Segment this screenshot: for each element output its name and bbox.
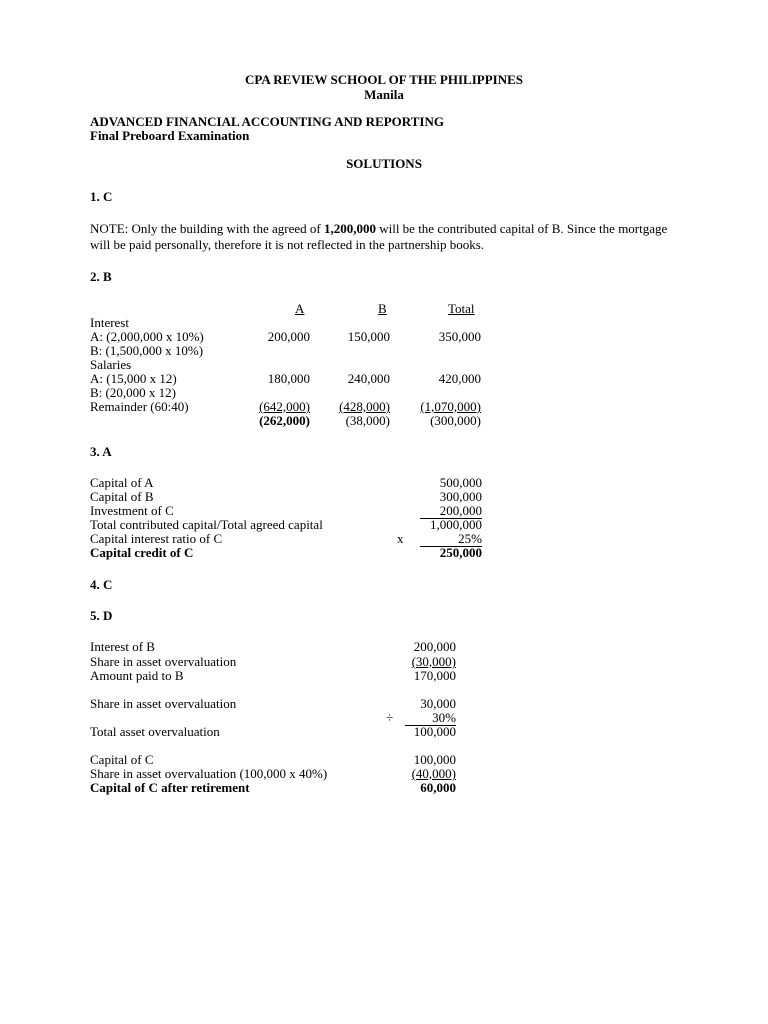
q5-row-label: Share in asset overvaluation (100,000 x 40%): [90, 766, 328, 781]
q2-interest-heading: Interest: [90, 315, 129, 330]
q5-row-value: 30%: [405, 711, 456, 726]
q2-col-b: B: [378, 301, 387, 316]
q3-row-value: 500,000: [439, 475, 482, 490]
q2-int-b-label: B: (1,500,000 x 10%): [90, 343, 204, 358]
q3-row-value: 300,000: [439, 489, 482, 504]
q5-row-label: Share in asset overvaluation: [90, 696, 237, 711]
city: Manila: [364, 87, 404, 102]
q2-sal-total: 420,000: [438, 371, 481, 386]
q2-tot-total: (300,000): [430, 413, 481, 428]
q5-answer: 5. D: [90, 608, 113, 623]
q5-row-label: Capital of C after retirement: [90, 780, 250, 795]
q5-row-label: Interest of B: [90, 639, 155, 654]
q2-tot-a: (262,000): [259, 413, 310, 428]
q3-row-value: 1,000,000: [430, 517, 482, 532]
q2-sal-a-label: A: (15,000 x 12): [90, 371, 177, 386]
q2-rem-a: (642,000): [259, 399, 310, 414]
q2-answer: 2. B: [90, 269, 112, 284]
q3-row-value: 25%: [420, 532, 482, 547]
q2-rem-total: (1,070,000): [420, 399, 481, 414]
q2-rem-b: (428,000): [339, 399, 390, 414]
q5-row-value: 30,000: [420, 696, 456, 711]
subject-title: ADVANCED FINANCIAL ACCOUNTING AND REPORTING: [90, 114, 444, 129]
q5-row-value: 170,000: [413, 668, 456, 683]
q2-int-b: 150,000: [347, 329, 390, 344]
q2-col-a: A: [295, 301, 305, 316]
q1-answer: 1. C: [90, 189, 113, 204]
q2-int-a-label: A: (2,000,000 x 10%): [90, 329, 204, 344]
solutions-title: SOLUTIONS: [346, 156, 422, 171]
q2-salaries-heading: Salaries: [90, 357, 132, 372]
q2-sal-b: 240,000: [347, 371, 390, 386]
q3-row-label: Total contributed capital/Total agreed capital: [90, 517, 323, 532]
q3-multiply-sign: x: [397, 531, 404, 546]
q5-row-label: Amount paid to B: [90, 668, 184, 683]
q5-row-value: 200,000: [413, 639, 456, 654]
q5-row-label: Share in asset overvaluation: [90, 654, 237, 669]
q2-sal-a: 180,000: [267, 371, 310, 386]
q2-int-a: 200,000: [267, 329, 310, 344]
q5-row-value: 60,000: [420, 780, 456, 795]
q4-answer: 4. C: [90, 577, 113, 592]
q5-row-value: (40,000): [411, 766, 456, 781]
exam-title: Final Preboard Examination: [90, 128, 250, 143]
q3-row-label: Capital credit of C: [90, 545, 194, 560]
q3-row-label: Capital of A: [90, 475, 154, 490]
q5-row-value: 100,000: [413, 752, 456, 767]
q5-row-value: (30,000): [411, 654, 456, 669]
q2-int-total: 350,000: [438, 329, 481, 344]
q2-col-total: Total: [448, 301, 475, 316]
q3-row-value: 200,000: [420, 504, 482, 519]
school-name: CPA REVIEW SCHOOL OF THE PHILIPPINES: [245, 72, 523, 87]
q5-row-value: 100,000: [413, 724, 456, 739]
q3-row-value: 250,000: [439, 545, 482, 560]
q3-row-label: Investment of C: [90, 503, 174, 518]
q2-remainder-label: Remainder (60:40): [90, 399, 189, 414]
q5-row-label: Capital of C: [90, 752, 154, 767]
q5-divide-sign: ÷: [386, 710, 394, 725]
q2-tot-b: (38,000): [345, 413, 390, 428]
q3-row-label: Capital interest ratio of C: [90, 531, 223, 546]
q3-row-label: Capital of B: [90, 489, 154, 504]
q2-sal-b-label: B: (20,000 x 12): [90, 385, 176, 400]
q3-answer: 3. A: [90, 444, 112, 459]
q1-note: NOTE: Only the building with the agreed of 1,200,000 will be the contributed capital of B. Since the mortgage will be paid personally, therefore it is not reflected in the partnership books.: [90, 221, 668, 252]
q5-row-label: Total asset overvaluation: [90, 724, 220, 739]
